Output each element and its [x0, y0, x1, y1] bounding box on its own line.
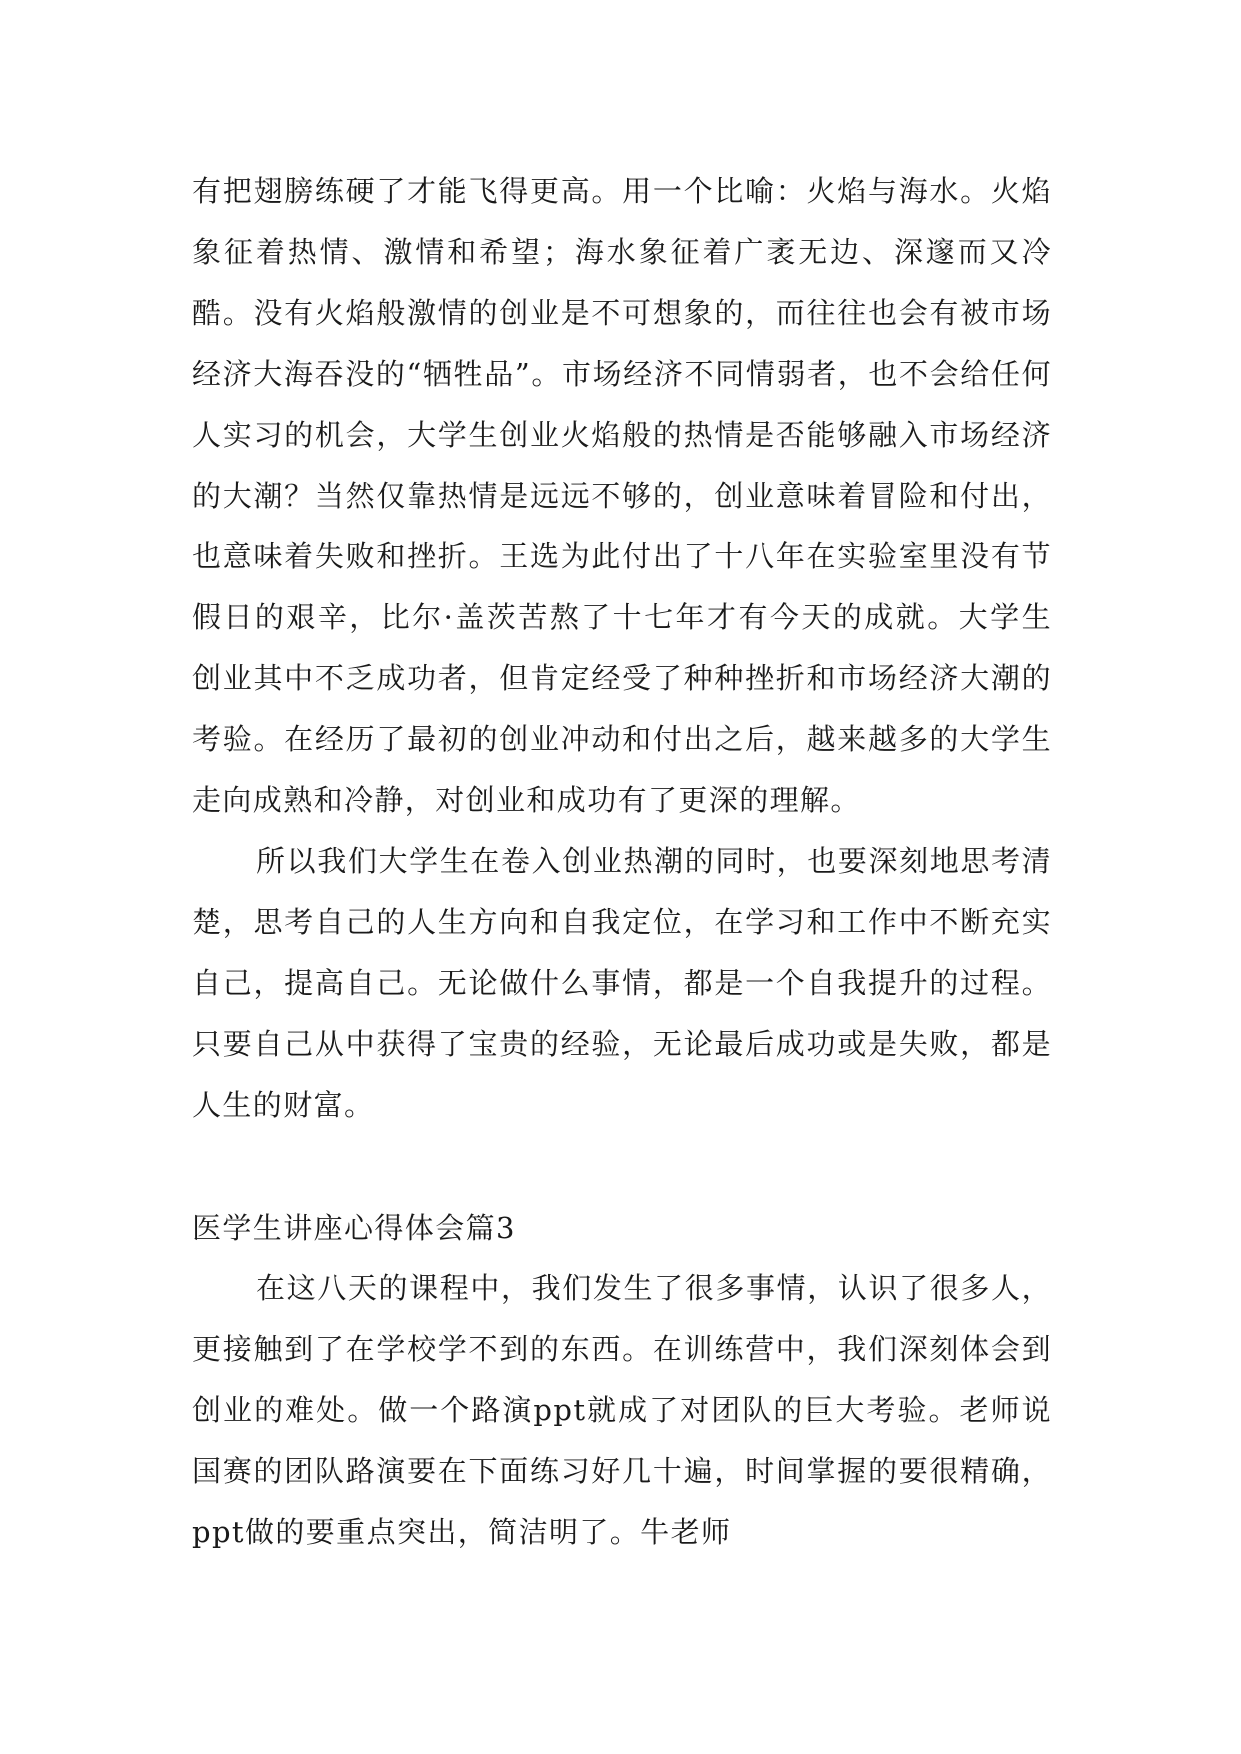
- paragraph-continued: 有把翅膀练硬了才能飞得更高。用一个比喻：火焰与海水。火焰象征着热情、激情和希望；海水象征着广袤无边、深邃而又冷酷。没有火焰般激情的创业是不可想象的，而往往也会有被市场经济大海吞没的“牺牲品”。市场经济不同情弱者，也不会给任何人实习的机会，大学生创业火焰般的热情是否能够融入市场经济的大潮？当然仅靠热情是远远不够的，创业意味着冒险和付出，也意味着失败和挫折。王选为此付出了十八年在实验室里没有节假日的艰辛，比尔·盖茨苦熬了十七年才有今天的成就。大学生创业其中不乏成功者，但肯定经受了种种挫折和市场经济大潮的考验。在经历了最初的创业冲动和付出之后，越来越多的大学生走向成熟和冷静，对创业和成功有了更深的理解。: [192, 174, 1052, 818]
- document-body: [192, 161, 1052, 1563]
- paragraph-reflection: 所以我们大学生在卷入创业热潮的同时，也要深刻地思考清楚，思考自己的人生方向和自我定位，在学习和工作中不断充实自己，提高自己。无论做什么事情，都是一个自我提升的过程。只要自己从中获得了宝贵的经验，无论最后成功或是失败，都是人生的财富。: [192, 843, 1052, 1122]
- section-heading: 医学生讲座心得体会篇3: [192, 1210, 516, 1245]
- section-spacer: [192, 1136, 1052, 1198]
- paragraph-course: 在这八天的课程中，我们发生了很多事情，认识了很多人，更接触到了在学校学不到的东西。在训练营中，我们深刻体会到创业的难处。做一个路演ppt就成了对团队的巨大考验。老师说国赛的团队路演要在下面练习好几十遍，时间掌握的要很精确，ppt做的要重点突出，简洁明了。牛老师: [192, 1271, 1052, 1550]
